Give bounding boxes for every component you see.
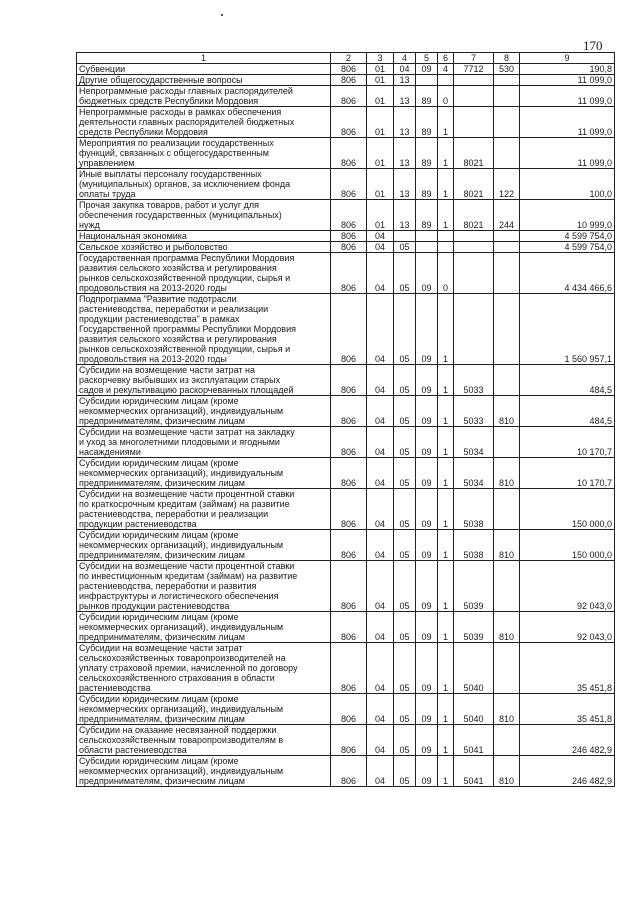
row-name-cell: Субсидии юридическим лицам (кроме некоммерческих организаций), индивидуальным предпринимателям, физическим лицам bbox=[77, 458, 331, 489]
code-subprogram-cell bbox=[438, 231, 454, 242]
code-program-cell: 89 bbox=[416, 138, 438, 169]
code-subsection-cell bbox=[394, 231, 416, 242]
code-admin-cell: 806 bbox=[331, 612, 367, 643]
code-expense-type-cell bbox=[494, 75, 520, 86]
table-row bbox=[77, 530, 615, 561]
code-section-cell: 01 bbox=[367, 138, 394, 169]
code-subsection-cell: 13 bbox=[394, 75, 416, 86]
code-subprogram-cell: 1 bbox=[438, 643, 454, 694]
table-row bbox=[77, 396, 615, 427]
code-admin-cell: 806 bbox=[331, 64, 367, 75]
code-expense-type-cell: 810 bbox=[494, 756, 520, 787]
table-row bbox=[77, 643, 615, 694]
code-article-cell: 5034 bbox=[454, 458, 494, 489]
code-admin-cell: 806 bbox=[331, 756, 367, 787]
code-admin-cell: 806 bbox=[331, 200, 367, 231]
scan-speck bbox=[221, 14, 223, 16]
code-program-cell: 89 bbox=[416, 200, 438, 231]
code-expense-type-cell: 122 bbox=[494, 169, 520, 200]
code-article-cell bbox=[454, 242, 494, 253]
header-cell: 4 bbox=[394, 53, 416, 64]
amount-cell: 11 099,0 bbox=[520, 86, 615, 107]
row-name-cell: Иные выплаты персоналу государственных (муниципальных) органов, за исключением фонда оплаты труда bbox=[77, 169, 331, 200]
code-section-cell: 04 bbox=[367, 365, 394, 396]
row-name-cell: Субвенции bbox=[77, 64, 331, 75]
code-article-cell: 5040 bbox=[454, 643, 494, 694]
code-program-cell: 89 bbox=[416, 169, 438, 200]
code-program-cell: 09 bbox=[416, 458, 438, 489]
amount-cell: 484,5 bbox=[520, 365, 615, 396]
table-row bbox=[77, 694, 615, 725]
code-program-cell: 09 bbox=[416, 489, 438, 530]
amount-cell: 10 170,7 bbox=[520, 458, 615, 489]
table-row bbox=[77, 75, 615, 86]
table-row bbox=[77, 231, 615, 242]
code-expense-type-cell: 810 bbox=[494, 694, 520, 725]
table-row bbox=[77, 242, 615, 253]
code-subprogram-cell: 1 bbox=[438, 107, 454, 138]
code-subsection-cell: 05 bbox=[394, 427, 416, 458]
row-name-cell: Субсидии на возмещение части затрат на раскорчевку выбывших из эксплуатации старых садов и рекультивацию раскорчеванных площадей bbox=[77, 365, 331, 396]
code-expense-type-cell bbox=[494, 427, 520, 458]
code-admin-cell: 806 bbox=[331, 427, 367, 458]
code-expense-type-cell bbox=[494, 294, 520, 365]
row-name-cell: Национальная экономика bbox=[77, 231, 331, 242]
row-name-cell: Субсидии юридическим лицам (кроме некоммерческих организаций), индивидуальным предпринимателям, физическим лицам bbox=[77, 612, 331, 643]
code-subprogram-cell: 1 bbox=[438, 200, 454, 231]
code-admin-cell: 806 bbox=[331, 725, 367, 756]
code-article-cell: 5039 bbox=[454, 561, 494, 612]
code-subsection-cell: 13 bbox=[394, 138, 416, 169]
code-subprogram-cell: 1 bbox=[438, 427, 454, 458]
code-subprogram-cell: 1 bbox=[438, 169, 454, 200]
code-admin-cell: 806 bbox=[331, 138, 367, 169]
code-section-cell: 04 bbox=[367, 561, 394, 612]
code-section-cell: 04 bbox=[367, 294, 394, 365]
code-expense-type-cell bbox=[494, 643, 520, 694]
row-name-cell: Сельское хозяйство и рыболовство bbox=[77, 242, 331, 253]
code-section-cell: 04 bbox=[367, 694, 394, 725]
amount-cell: 92 043,0 bbox=[520, 612, 615, 643]
code-expense-type-cell: 810 bbox=[494, 530, 520, 561]
code-expense-type-cell bbox=[494, 725, 520, 756]
code-article-cell: 5033 bbox=[454, 396, 494, 427]
code-section-cell: 04 bbox=[367, 396, 394, 427]
header-cell: 9 bbox=[520, 53, 615, 64]
amount-cell: 246 482,9 bbox=[520, 725, 615, 756]
code-article-cell bbox=[454, 86, 494, 107]
code-expense-type-cell bbox=[494, 561, 520, 612]
table-row bbox=[77, 458, 615, 489]
code-subprogram-cell: 1 bbox=[438, 489, 454, 530]
code-subsection-cell: 05 bbox=[394, 294, 416, 365]
code-subsection-cell: 05 bbox=[394, 458, 416, 489]
amount-cell: 190,8 bbox=[520, 64, 615, 75]
row-name-cell: Субсидии на возмещение части процентной ставки по инвестиционным кредитам (займам) на развитие растениеводства, переработки и развития инфраструктуры и логистического обеспечения рынков продукции растениеводства bbox=[77, 561, 331, 612]
code-program-cell: 09 bbox=[416, 694, 438, 725]
code-article-cell: 8021 bbox=[454, 200, 494, 231]
code-section-cell: 01 bbox=[367, 75, 394, 86]
code-subprogram-cell bbox=[438, 242, 454, 253]
code-expense-type-cell: 530 bbox=[494, 64, 520, 75]
code-article-cell bbox=[454, 75, 494, 86]
code-subsection-cell: 05 bbox=[394, 612, 416, 643]
code-admin-cell: 806 bbox=[331, 458, 367, 489]
code-subsection-cell: 05 bbox=[394, 530, 416, 561]
code-subprogram-cell: 4 bbox=[438, 64, 454, 75]
table-row bbox=[77, 427, 615, 458]
code-expense-type-cell: 810 bbox=[494, 458, 520, 489]
code-article-cell: 5041 bbox=[454, 725, 494, 756]
code-program-cell bbox=[416, 75, 438, 86]
code-subsection-cell: 05 bbox=[394, 643, 416, 694]
code-subsection-cell: 05 bbox=[394, 694, 416, 725]
code-admin-cell: 806 bbox=[331, 294, 367, 365]
code-program-cell: 09 bbox=[416, 756, 438, 787]
header-cell: 8 bbox=[494, 53, 520, 64]
code-expense-type-cell bbox=[494, 242, 520, 253]
amount-cell: 150 000,0 bbox=[520, 530, 615, 561]
header-cell: 5 bbox=[416, 53, 438, 64]
amount-cell: 35 451,8 bbox=[520, 643, 615, 694]
row-name-cell: Мероприятия по реализации государственных функций, связанных с общегосударственным управлением bbox=[77, 138, 331, 169]
code-section-cell: 04 bbox=[367, 643, 394, 694]
amount-cell: 100,0 bbox=[520, 169, 615, 200]
code-program-cell bbox=[416, 231, 438, 242]
code-program-cell: 09 bbox=[416, 253, 438, 294]
code-expense-type-cell: 244 bbox=[494, 200, 520, 231]
table-row bbox=[77, 64, 615, 75]
code-subprogram-cell: 1 bbox=[438, 396, 454, 427]
table-row bbox=[77, 138, 615, 169]
table-row bbox=[77, 294, 615, 365]
header-row bbox=[77, 53, 615, 64]
table-row bbox=[77, 253, 615, 294]
code-program-cell: 09 bbox=[416, 612, 438, 643]
code-subprogram-cell: 0 bbox=[438, 253, 454, 294]
code-section-cell: 04 bbox=[367, 427, 394, 458]
code-subprogram-cell: 1 bbox=[438, 458, 454, 489]
code-expense-type-cell bbox=[494, 365, 520, 396]
code-subsection-cell: 04 bbox=[394, 64, 416, 75]
code-section-cell: 01 bbox=[367, 64, 394, 75]
code-expense-type-cell bbox=[494, 107, 520, 138]
code-subprogram-cell: 1 bbox=[438, 294, 454, 365]
code-expense-type-cell bbox=[494, 253, 520, 294]
code-program-cell: 09 bbox=[416, 427, 438, 458]
code-admin-cell: 806 bbox=[331, 365, 367, 396]
budget-table bbox=[76, 52, 615, 787]
table-row bbox=[77, 612, 615, 643]
amount-cell: 246 482,9 bbox=[520, 756, 615, 787]
code-article-cell bbox=[454, 107, 494, 138]
amount-cell: 10 999,0 bbox=[520, 200, 615, 231]
row-name-cell: Субсидии юридическим лицам (кроме некоммерческих организаций), индивидуальным предпринимателям, физическим лицам bbox=[77, 396, 331, 427]
code-admin-cell: 806 bbox=[331, 242, 367, 253]
code-admin-cell: 806 bbox=[331, 694, 367, 725]
row-name-cell: Субсидии на возмещение части затрат на закладку и уход за многолетними плодовыми и ягодными насаждениями bbox=[77, 427, 331, 458]
amount-cell: 11 099,0 bbox=[520, 107, 615, 138]
code-subprogram-cell: 1 bbox=[438, 756, 454, 787]
row-name-cell: Непрограммные расходы в рамках обеспечения деятельности главных распорядителей бюджетных средств Республики Мордовия bbox=[77, 107, 331, 138]
code-admin-cell: 806 bbox=[331, 231, 367, 242]
code-article-cell: 8021 bbox=[454, 169, 494, 200]
code-article-cell bbox=[454, 294, 494, 365]
code-program-cell: 09 bbox=[416, 64, 438, 75]
amount-cell: 10 170,7 bbox=[520, 427, 615, 458]
row-name-cell: Субсидии на оказание несвязанной поддержки сельскохозяйственным товаропроизводителям в области растениеводства bbox=[77, 725, 331, 756]
code-section-cell: 04 bbox=[367, 489, 394, 530]
code-program-cell: 09 bbox=[416, 294, 438, 365]
code-program-cell: 09 bbox=[416, 643, 438, 694]
code-article-cell: 5038 bbox=[454, 530, 494, 561]
code-section-cell: 01 bbox=[367, 86, 394, 107]
amount-cell: 4 599 754,0 bbox=[520, 242, 615, 253]
code-subsection-cell: 13 bbox=[394, 200, 416, 231]
code-expense-type-cell bbox=[494, 86, 520, 107]
code-expense-type-cell: 810 bbox=[494, 612, 520, 643]
row-name-cell: Прочая закупка товаров, работ и услуг для обеспечения государственных (муниципальных) нужд bbox=[77, 200, 331, 231]
code-admin-cell: 806 bbox=[331, 107, 367, 138]
code-article-cell bbox=[454, 253, 494, 294]
code-program-cell: 89 bbox=[416, 107, 438, 138]
amount-cell: 35 451,8 bbox=[520, 694, 615, 725]
header-cell: 7 bbox=[454, 53, 494, 64]
code-article-cell: 5034 bbox=[454, 427, 494, 458]
code-section-cell: 04 bbox=[367, 242, 394, 253]
code-subprogram-cell: 1 bbox=[438, 138, 454, 169]
code-expense-type-cell bbox=[494, 231, 520, 242]
row-name-cell: Другие общегосударственные вопросы bbox=[77, 75, 331, 86]
code-section-cell: 01 bbox=[367, 200, 394, 231]
table-row bbox=[77, 365, 615, 396]
row-name-cell: Субсидии на возмещение части процентной ставки по краткосрочным кредитам (займам) на развитие растениеводства, переработки и реализации продукции растениеводства bbox=[77, 489, 331, 530]
code-section-cell: 04 bbox=[367, 530, 394, 561]
row-name-cell: Государственная программа Республики Мордовия развития сельского хозяйства и регулирования рынков сельскохозяйственной продукции, сырья и продовольствия на 2013-2020 годы bbox=[77, 253, 331, 294]
table-row bbox=[77, 561, 615, 612]
table-row bbox=[77, 725, 615, 756]
code-program-cell: 09 bbox=[416, 530, 438, 561]
table-row bbox=[77, 86, 615, 107]
code-subsection-cell: 05 bbox=[394, 561, 416, 612]
code-program-cell: 09 bbox=[416, 365, 438, 396]
code-admin-cell: 806 bbox=[331, 169, 367, 200]
amount-cell: 11 099,0 bbox=[520, 75, 615, 86]
amount-cell: 11 099,0 bbox=[520, 138, 615, 169]
code-program-cell: 09 bbox=[416, 561, 438, 612]
code-section-cell: 04 bbox=[367, 612, 394, 643]
table-row bbox=[77, 169, 615, 200]
table-row bbox=[77, 756, 615, 787]
amount-cell: 150 000,0 bbox=[520, 489, 615, 530]
code-section-cell: 04 bbox=[367, 756, 394, 787]
row-name-cell: Субсидии юридическим лицам (кроме некоммерческих организаций), индивидуальным предпринимателям, физическим лицам bbox=[77, 756, 331, 787]
code-subsection-cell: 13 bbox=[394, 86, 416, 107]
code-program-cell bbox=[416, 242, 438, 253]
code-expense-type-cell bbox=[494, 138, 520, 169]
table-row bbox=[77, 200, 615, 231]
code-article-cell: 5040 bbox=[454, 694, 494, 725]
code-subsection-cell: 13 bbox=[394, 107, 416, 138]
header-cell: 3 bbox=[367, 53, 394, 64]
code-admin-cell: 806 bbox=[331, 86, 367, 107]
code-subprogram-cell: 1 bbox=[438, 725, 454, 756]
code-admin-cell: 806 bbox=[331, 643, 367, 694]
code-subsection-cell: 05 bbox=[394, 365, 416, 396]
code-expense-type-cell: 810 bbox=[494, 396, 520, 427]
code-subprogram-cell: 1 bbox=[438, 365, 454, 396]
code-program-cell: 09 bbox=[416, 396, 438, 427]
code-program-cell: 89 bbox=[416, 86, 438, 107]
code-expense-type-cell bbox=[494, 489, 520, 530]
row-name-cell: Субсидии юридическим лицам (кроме некоммерческих организаций), индивидуальным предпринимателям, физическим лицам bbox=[77, 530, 331, 561]
header-cell: 2 bbox=[331, 53, 367, 64]
code-article-cell: 5041 bbox=[454, 756, 494, 787]
code-section-cell: 04 bbox=[367, 231, 394, 242]
code-admin-cell: 806 bbox=[331, 561, 367, 612]
row-name-cell: Субсидии юридическим лицам (кроме некоммерческих организаций), индивидуальным предпринимателям, физическим лицам bbox=[77, 694, 331, 725]
code-section-cell: 04 bbox=[367, 458, 394, 489]
code-section-cell: 04 bbox=[367, 253, 394, 294]
code-subsection-cell: 13 bbox=[394, 169, 416, 200]
amount-cell: 484,5 bbox=[520, 396, 615, 427]
code-subprogram-cell: 1 bbox=[438, 694, 454, 725]
code-article-cell: 7712 bbox=[454, 64, 494, 75]
header-cell: 1 bbox=[77, 53, 331, 64]
row-name-cell: Непрограммные расходы главных распорядителей бюджетных средств Республики Мордовия bbox=[77, 86, 331, 107]
table-row bbox=[77, 107, 615, 138]
code-admin-cell: 806 bbox=[331, 530, 367, 561]
row-name-cell: Субсидии на возмещение части затрат сельскохозяйственных товаропроизводителей на уплату страховой премии, начисленной по договору сельскохозяйственного страхования в области растениеводства bbox=[77, 643, 331, 694]
code-article-cell: 8021 bbox=[454, 138, 494, 169]
header-cell: 6 bbox=[438, 53, 454, 64]
code-admin-cell: 806 bbox=[331, 253, 367, 294]
code-section-cell: 01 bbox=[367, 169, 394, 200]
code-subprogram-cell bbox=[438, 75, 454, 86]
table-body bbox=[77, 64, 615, 787]
code-program-cell: 09 bbox=[416, 725, 438, 756]
code-section-cell: 01 bbox=[367, 107, 394, 138]
row-name-cell: Подпрограмма "Развитие подотрасли растениеводства, переработки и реализации продукции растениеводства" в рамках Государственной программы Республики Мордовия развития сельского хозяйства и регулирования рынков сельскохозяйственной продукции, сырья и продовольствия на 2013-2020 годы bbox=[77, 294, 331, 365]
code-article-cell: 5039 bbox=[454, 612, 494, 643]
code-admin-cell: 806 bbox=[331, 489, 367, 530]
code-article-cell bbox=[454, 231, 494, 242]
code-admin-cell: 806 bbox=[331, 396, 367, 427]
table-header bbox=[77, 53, 615, 64]
code-subsection-cell: 05 bbox=[394, 396, 416, 427]
code-subsection-cell: 05 bbox=[394, 756, 416, 787]
table-row bbox=[77, 489, 615, 530]
amount-cell: 4 599 754,0 bbox=[520, 231, 615, 242]
code-subprogram-cell: 1 bbox=[438, 612, 454, 643]
code-section-cell: 04 bbox=[367, 725, 394, 756]
page-number: 170 bbox=[583, 38, 603, 53]
code-subsection-cell: 05 bbox=[394, 725, 416, 756]
code-subsection-cell: 05 bbox=[394, 489, 416, 530]
amount-cell: 92 043,0 bbox=[520, 561, 615, 612]
code-admin-cell: 806 bbox=[331, 75, 367, 86]
code-subsection-cell: 05 bbox=[394, 253, 416, 294]
amount-cell: 4 434 466,6 bbox=[520, 253, 615, 294]
amount-cell: 1 560 957,1 bbox=[520, 294, 615, 365]
code-subsection-cell: 05 bbox=[394, 242, 416, 253]
code-subprogram-cell: 1 bbox=[438, 530, 454, 561]
code-subprogram-cell: 0 bbox=[438, 86, 454, 107]
code-article-cell: 5038 bbox=[454, 489, 494, 530]
code-subprogram-cell: 1 bbox=[438, 561, 454, 612]
code-article-cell: 5033 bbox=[454, 365, 494, 396]
